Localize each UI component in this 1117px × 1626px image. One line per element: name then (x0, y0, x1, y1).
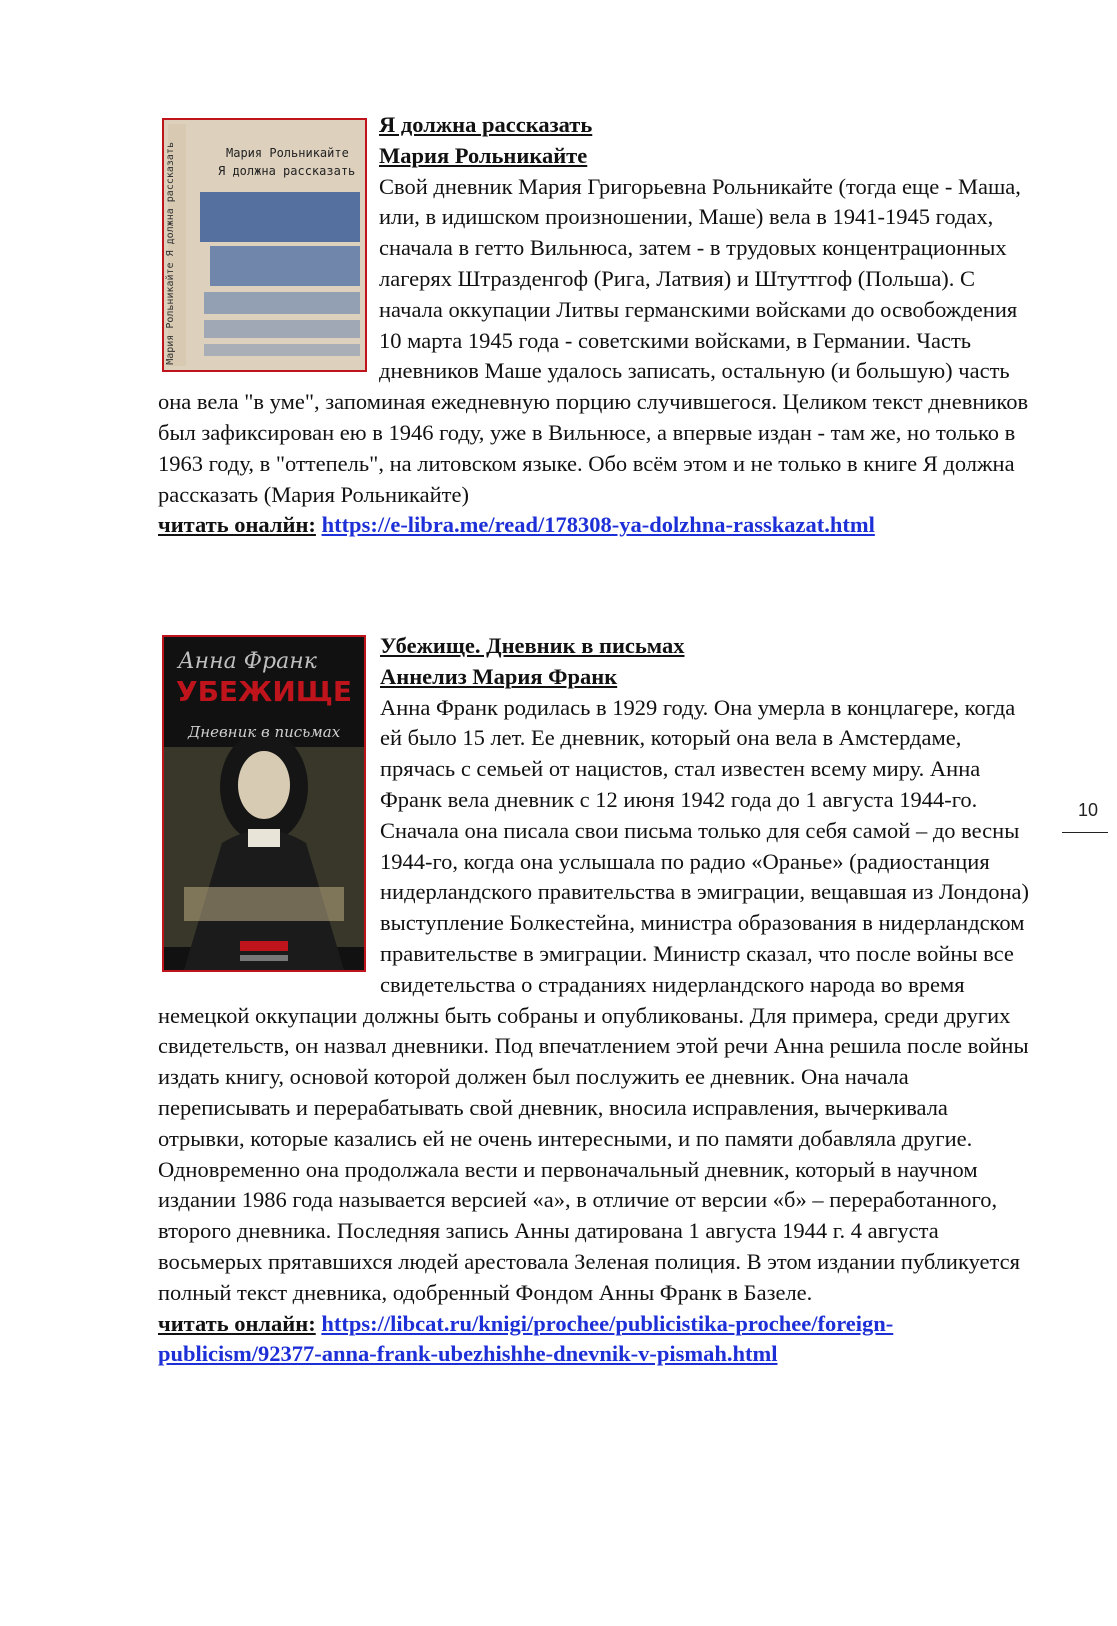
page-number: 10 (1077, 800, 1099, 820)
cover-spine-text: Мария Рольникайте Я должна рассказать (164, 142, 176, 365)
book-entry-1 (158, 110, 1038, 541)
cover-title-line: Я должна рассказать (218, 164, 356, 178)
read-online-label: читать оналйн: (158, 512, 316, 538)
page-number-rule (1062, 832, 1108, 833)
read-online-label: читать онлайн: (158, 1310, 316, 1336)
book-author: Аннелиз Мария Франк (380, 663, 618, 689)
read-online-link[interactable]: https://e-libra.me/read/178308-ya-dolzhna-rasskazat.html (321, 512, 875, 538)
read-online-link[interactable]: https://libcat.ru/knigi/prochee/publicistika-prochee/foreign-publicism/92377-anna-frank-ubezhishhe-dnevnik-v-pismah.html (158, 1310, 894, 1367)
book-cover-image (162, 118, 367, 372)
cover-subtitle: Дневник в письмах (188, 723, 341, 741)
book-cover-image (162, 635, 366, 972)
book-title: Я должна рассказать (379, 112, 593, 137)
book-description: Свой дневник Мария Григорьевна Рольникайте (тогда еще - Маша, или, в идишском произношении, Маше) вела в 1941-1945 годах, сначала в гетто Вильнюса, затем - в трудовых концентрационных лагерях Штразденгоф (Рига, Латвия) и Штуттгоф (Польша). С начала оккупации Литвы германскими войсками до освобождения 10 марта 1945 года - советскими войсками, в Германии. Часть дневников Маше удалось записать, остальную (и большую) часть она вела "в уме", запоминая ежедневную порцию случившегося. Целиком текст дневников был зафиксирован ею в 1946 году, уже в Вильнюсе, а впервые издан - там же, но только в 1963 году, в "оттепель", на литовском языке. Обо всём этом и не только в книге Я должна рассказать (Мария Рольникайте) (158, 173, 1029, 507)
cover-title: УБЕЖИЩЕ (176, 675, 353, 708)
book-entry-2 (158, 631, 1038, 1370)
book-title: Убежище. Дневник в письмах (380, 633, 685, 658)
book-author: Мария Рольникайте (379, 142, 588, 168)
cover-author: Анна Франк (178, 649, 317, 674)
book-description: Анна Франк родилась в 1929 году. Она умерла в концлагере, когда ей было 15 лет. Ее дневник, который она вела в Амстердаме, прячась с семьей от нацистов, стал известен всему миру. Анна Франк вела дневник с 12 июня 1942 года до 1 августа 1944-го. Сначала она писала свои письма только для себя самой – до весны 1944-го, когда она услышала по радио «Оранье» (радиостанция нидерландского правительства в эмиграции, вещавшая из Лондона) выступление Болкестейна, министра образования в нидерландском правительстве в эмиграции. Министр сказал, что после войны все свидетельства о страданиях нидерландского народа во время немецкой оккупации должны быть собраны и опубликованы. Для примера, среди других свидетельств, он назвал дневники. Под впечатлением этой речи Анна решила после войны издать книгу, основой которой должен был послужить ее дневник. Она начала переписывать и перерабатывать свой дневник, вносила исправления, вычеркивала отрывки, которые казались ей не очень интересными, и по памяти добавляла другие. Одновременно она продолжала вести и первоначальный дневник, который в научном издании 1986 года называется версией «а», в отличие от версии «б» – переработанного, второго дневника. Последняя запись Анны датирована 1 августа 1944 г. 4 августа восьмерых прятавшихся людей арестовала Зеленая полиция. В этом издании публикуется полный текст дневника, одобренный Фондом Анны Франк в Базеле. (158, 694, 1030, 1305)
cover-author-line: Мария Рольникайте (226, 146, 349, 160)
